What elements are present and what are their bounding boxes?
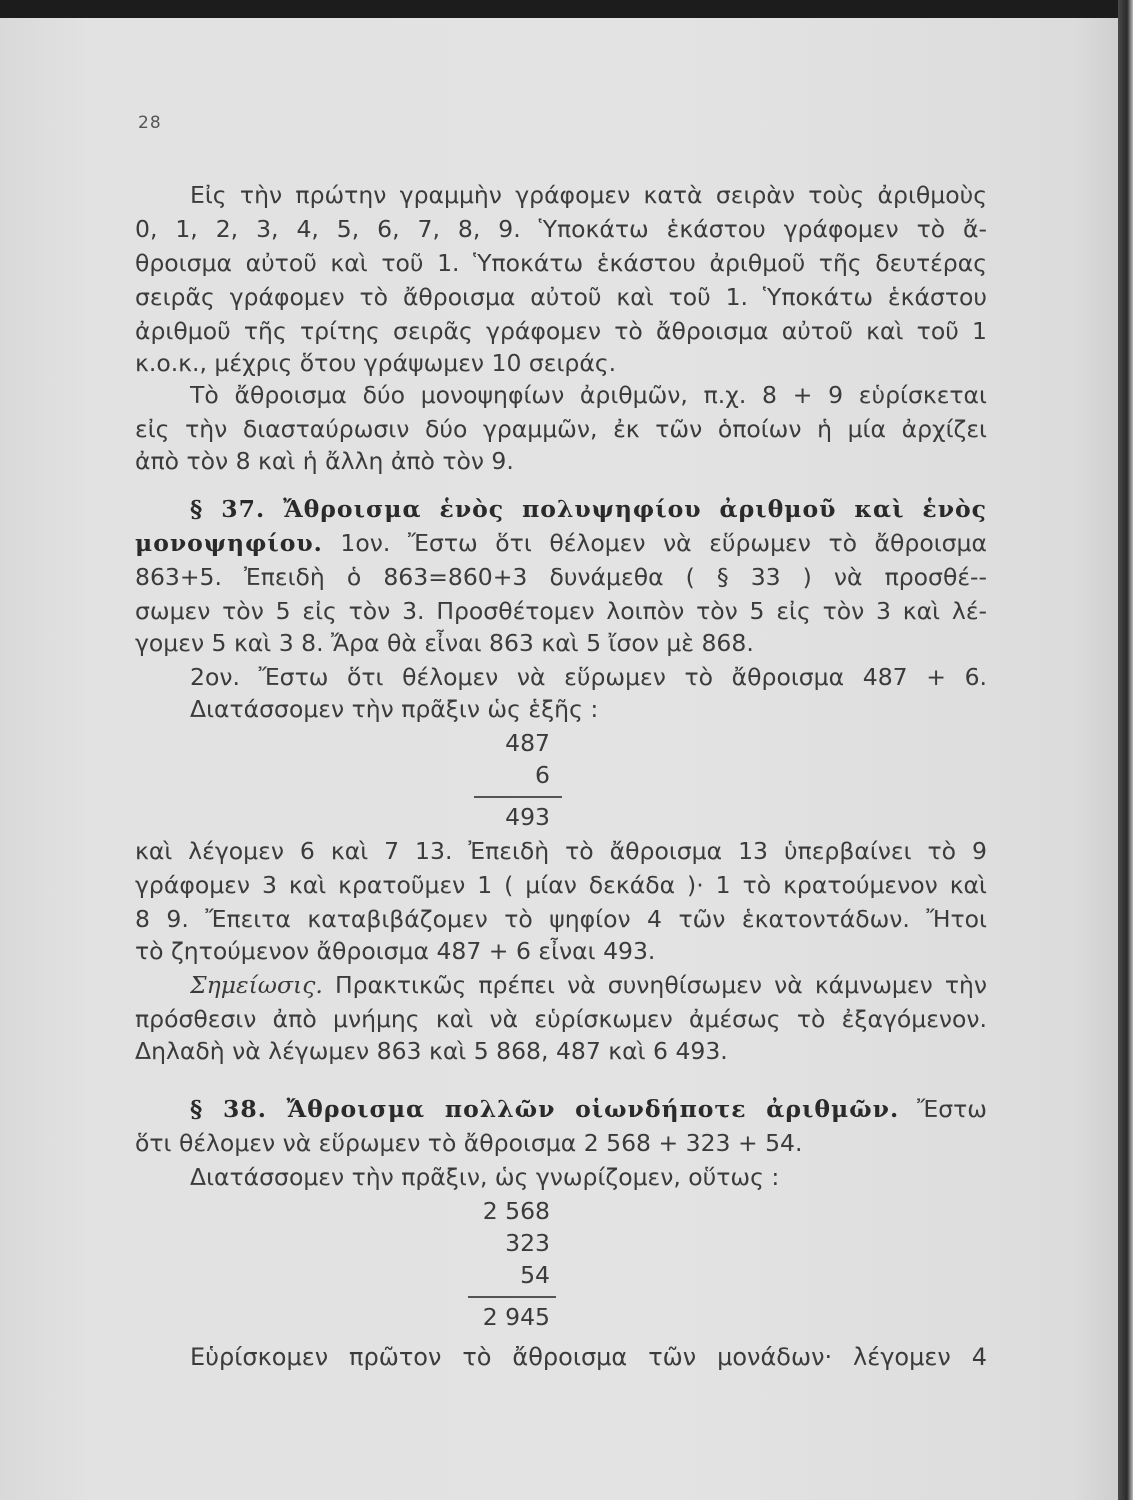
note-label: Σημείωσις.	[190, 971, 323, 999]
section-38-line-2: ὅτι θέλομεν νὰ εὕρωμεν τὸ ἄθροισμα 2 568 + 323 + 54.	[135, 1129, 803, 1157]
note-line-2: πρόσθεσιν ἀπὸ μνήμης καὶ νὰ εὑρίσκωμεν ἀμέσως τὸ ἐξαγόμενον.	[135, 1005, 987, 1033]
paragraph-1-line-2: 0, 1, 2, 3, 4, 5, 6, 7, 8, 9. Ὑποκάτω ἑκάστου γράφομεν τὸ ἄ-	[135, 215, 987, 243]
calc-2-addend-2: 323	[505, 1229, 550, 1257]
paragraph-1-line-4: σειρᾶς γράφομεν τὸ ἄθροισμα αὐτοῦ καὶ τοῦ 1. Ὑποκάτω ἑκάστου	[135, 283, 987, 311]
section-37-heading	[190, 494, 987, 524]
section-38-line-3: Διατάσσομεν τὴν πρᾶξιν, ὡς γνωρίζομεν, οὕτως :	[190, 1163, 780, 1191]
section-37-title-cont: μονοψηφίου.	[135, 529, 323, 557]
section-38-title: § 38. Ἄθροισμα πολλῶν οἱωνδήποτε ἀριθμῶν.	[190, 1095, 900, 1123]
section-37-line-11: τὸ ζητούμενον ἄθροισμα 487 + 6 εἶναι 493.	[135, 937, 656, 965]
scan-right-edge	[1118, 0, 1133, 1500]
book-page	[0, 18, 1118, 1500]
paragraph-1-line-6: κ.ο.κ., μέχρις ὅτου γράψωμεν 10 σειράς.	[135, 349, 617, 377]
calc-1-sum-rule	[474, 796, 562, 798]
section-37-line-5: γομεν 5 καὶ 3 8. Ἄρα θὰ εἶναι 863 καὶ 5 ἴσον μὲ 868.	[135, 629, 754, 657]
note-line-3: Δηλαδὴ νὰ λέγωμεν 863 καὶ 5 868, 487 καὶ 6 493.	[135, 1037, 728, 1065]
paragraph-2-line-1: Τὸ ἄθροισμα δύο μονοψηφίων ἀριθμῶν, π.χ. 8 + 9 εὑρίσκεται	[190, 381, 987, 409]
section-37-line-7: Διατάσσομεν τὴν πρᾶξιν ὡς ἑξῆς :	[190, 695, 599, 723]
section-37-title: § 37. Ἄθροισμα ἑνὸς πολυψηφίου ἀριθμοῦ καὶ ἑνὸς	[190, 495, 987, 523]
calc-1-sum: 493	[505, 803, 550, 831]
section-38-line-4: Εὑρίσκομεν πρῶτον τὸ ἄθροισμα τῶν μονάδων· λέγομεν 4	[190, 1343, 987, 1371]
calc-1-addend-2: 6	[535, 761, 550, 789]
section-38-heading	[190, 1094, 987, 1124]
section-37-line-9: γράφομεν 3 καὶ κρατοῦμεν 1 ( μίαν δεκάδα )· 1 τὸ κρατούμενον καὶ	[135, 871, 987, 899]
paragraph-1-line-5: ἀριθμοῦ τῆς τρίτης σειρᾶς γράφομεν τὸ ἄθροισμα αὐτοῦ καὶ τοῦ 1	[135, 317, 987, 345]
calc-1-addend-1: 487	[505, 729, 550, 757]
section-37-line-4: σωμεν τὸν 5 εἰς τὸν 3. Προσθέτομεν λοιπὸν τὸν 5 εἰς τὸν 3 καὶ λέ-	[135, 597, 987, 625]
paragraph-2-line-3: ἀπὸ τὸν 8 καὶ ἡ ἄλλη ἀπὸ τὸν 9.	[135, 447, 514, 475]
section-37-line-10: 8 9. Ἔπειτα καταβιβάζομεν τὸ ψηφίον 4 τῶν ἑκατοντάδων. Ἤτοι	[135, 905, 987, 933]
section-38-heading-text: Ἔστω	[917, 1095, 987, 1123]
calc-2-sum-rule	[468, 1296, 556, 1298]
paragraph-1-line-3: θροισμα αὐτοῦ καὶ τοῦ 1. Ὑποκάτω ἑκάστου ἀριθμοῦ τῆς δευτέρας	[135, 249, 987, 277]
section-37-line-2	[135, 528, 987, 558]
calc-2-addend-1: 2 568	[482, 1197, 550, 1225]
calc-2-sum: 2 945	[482, 1303, 550, 1331]
section-37-line-8: καὶ λέγομεν 6 καὶ 7 13. Ἐπειδὴ τὸ ἄθροισμα 13 ὑπερβαίνει τὸ 9	[135, 837, 987, 865]
section-37-line-3: 863+5. Ἐπειδὴ ὁ 863=860+3 δυνάμεθα ( § 33 ) νὰ προσθέ--	[135, 563, 987, 591]
paragraph-2-line-2: εἰς τὴν διασταύρωσιν δύο γραμμῶν, ἐκ τῶν ὁποίων ἡ μία ἀρχίζει	[135, 415, 987, 443]
page-number: 28	[138, 113, 162, 133]
scan-top-border	[0, 0, 1133, 18]
section-37-line-2-text: 1ον. Ἔστω ὅτι θέλομεν νὰ εὕρωμεν τὸ ἄθροισμα	[340, 529, 987, 557]
note-line-1	[190, 970, 987, 1000]
section-37-line-6: 2ον. Ἔστω ὅτι θέλομεν νὰ εὕρωμεν τὸ ἄθροισμα 487 + 6.	[190, 663, 987, 691]
calc-2-addend-3: 54	[520, 1261, 550, 1289]
paragraph-1-line-1: Εἰς τὴν πρώτην γραμμὴν γράφομεν κατὰ σειρὰν τοὺς ἀριθμοὺς	[190, 181, 987, 209]
note-line-1-text: Πρακτικῶς πρέπει νὰ συνηθίσωμεν νὰ κάμνωμεν τὴν	[334, 971, 987, 999]
